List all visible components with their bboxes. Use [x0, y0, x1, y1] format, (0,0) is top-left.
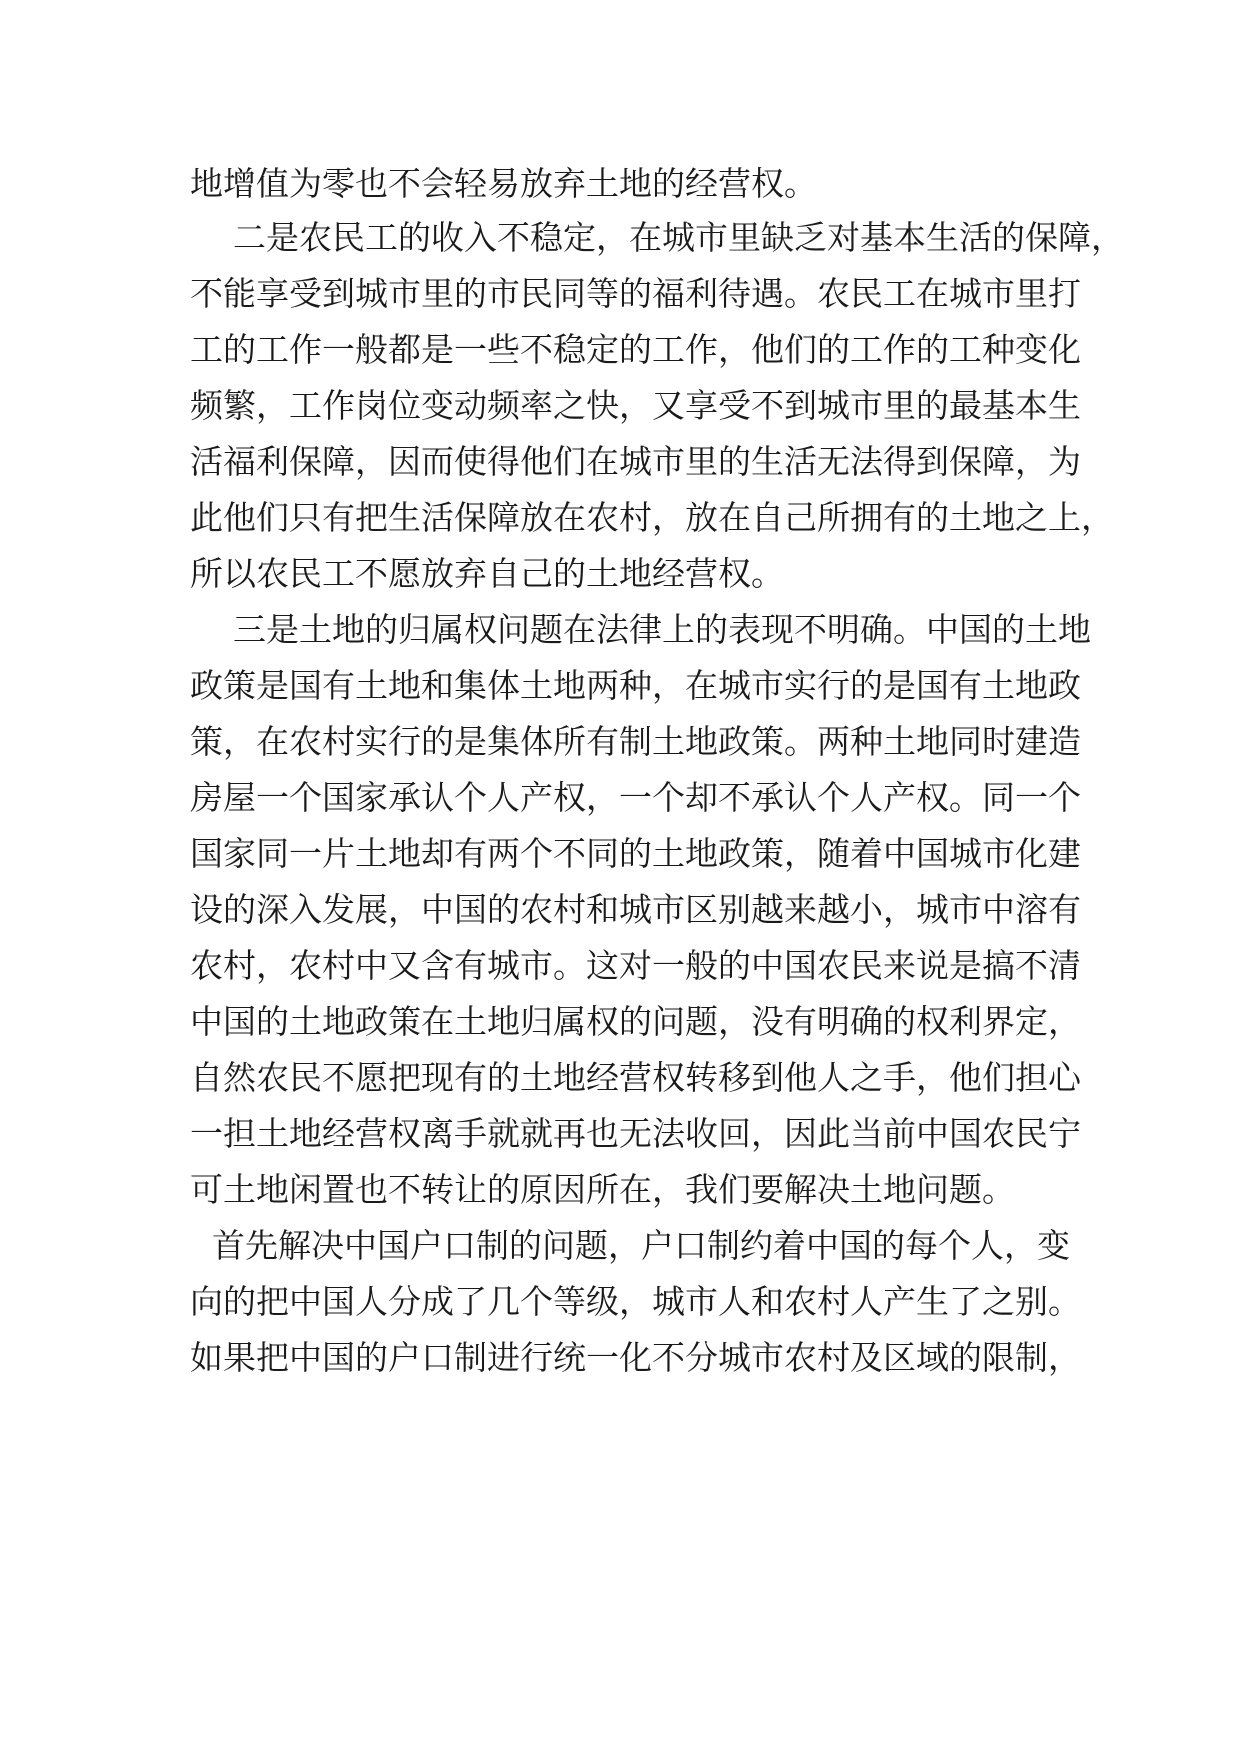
text-line: 地增值为零也不会轻易放弃土地的经营权。	[190, 164, 817, 203]
text-line: 可土地闲置也不转让的原因所在，我们要解决土地问题。	[190, 1170, 1015, 1209]
text-line: 此他们只有把生活保障放在农村，放在自己所拥有的土地之上，	[190, 498, 1114, 537]
text-line: 不能享受到城市里的市民同等的福利待遇。农民工在城市里打	[190, 274, 1081, 313]
text-line: 工的工作一般都是一些不稳定的工作，他们的工作的工种变化	[190, 330, 1081, 369]
text-line: 策，在农村实行的是集体所有制土地政策。两种土地同时建造	[190, 722, 1081, 761]
text-line: 活福利保障，因而使得他们在城市里的生活无法得到保障，为	[190, 442, 1081, 481]
text-line: 频繁，工作岗位变动频率之快，又享受不到城市里的最基本生	[190, 386, 1081, 425]
text-line: 政策是国有土地和集体土地两种，在城市实行的是国有土地政	[190, 666, 1081, 705]
paragraph-3-first-line: 三是土地的归属权问题在法律上的表现不明确。中国的土地	[233, 610, 1091, 649]
text-line: 农村，农村中又含有城市。这对一般的中国农民来说是搞不清	[190, 946, 1081, 985]
text-line: 一担土地经营权离手就就再也无法收回，因此当前中国农民宁	[190, 1114, 1081, 1153]
text-line: 房屋一个国家承认个人产权，一个却不承认个人产权。同一个	[190, 778, 1081, 817]
paragraph-2-first-line: 二是农民工的收入不稳定，在城市里缺乏对基本生活的保障，	[233, 218, 1124, 257]
text-line: 向的把中国人分成了几个等级，城市人和农村人产生了之别。	[190, 1282, 1081, 1321]
paragraph-4-first-line: 首先解决中国户口制的问题，户口制约着中国的每个人，变	[212, 1226, 1070, 1265]
text-line: 中国的土地政策在土地归属权的问题，没有明确的权利界定，	[190, 1002, 1081, 1041]
text-line: 自然农民不愿把现有的土地经营权转移到他人之手，他们担心	[190, 1058, 1081, 1097]
text-line: 国家同一片土地却有两个不同的土地政策，随着中国城市化建	[190, 834, 1081, 873]
text-line: 如果把中国的户口制进行统一化不分城市农村及区域的限制，	[190, 1338, 1081, 1377]
text-line: 所以农民工不愿放弃自己的土地经营权。	[190, 554, 784, 593]
text-line: 设的深入发展，中国的农村和城市区别越来越小，城市中溶有	[190, 890, 1081, 929]
